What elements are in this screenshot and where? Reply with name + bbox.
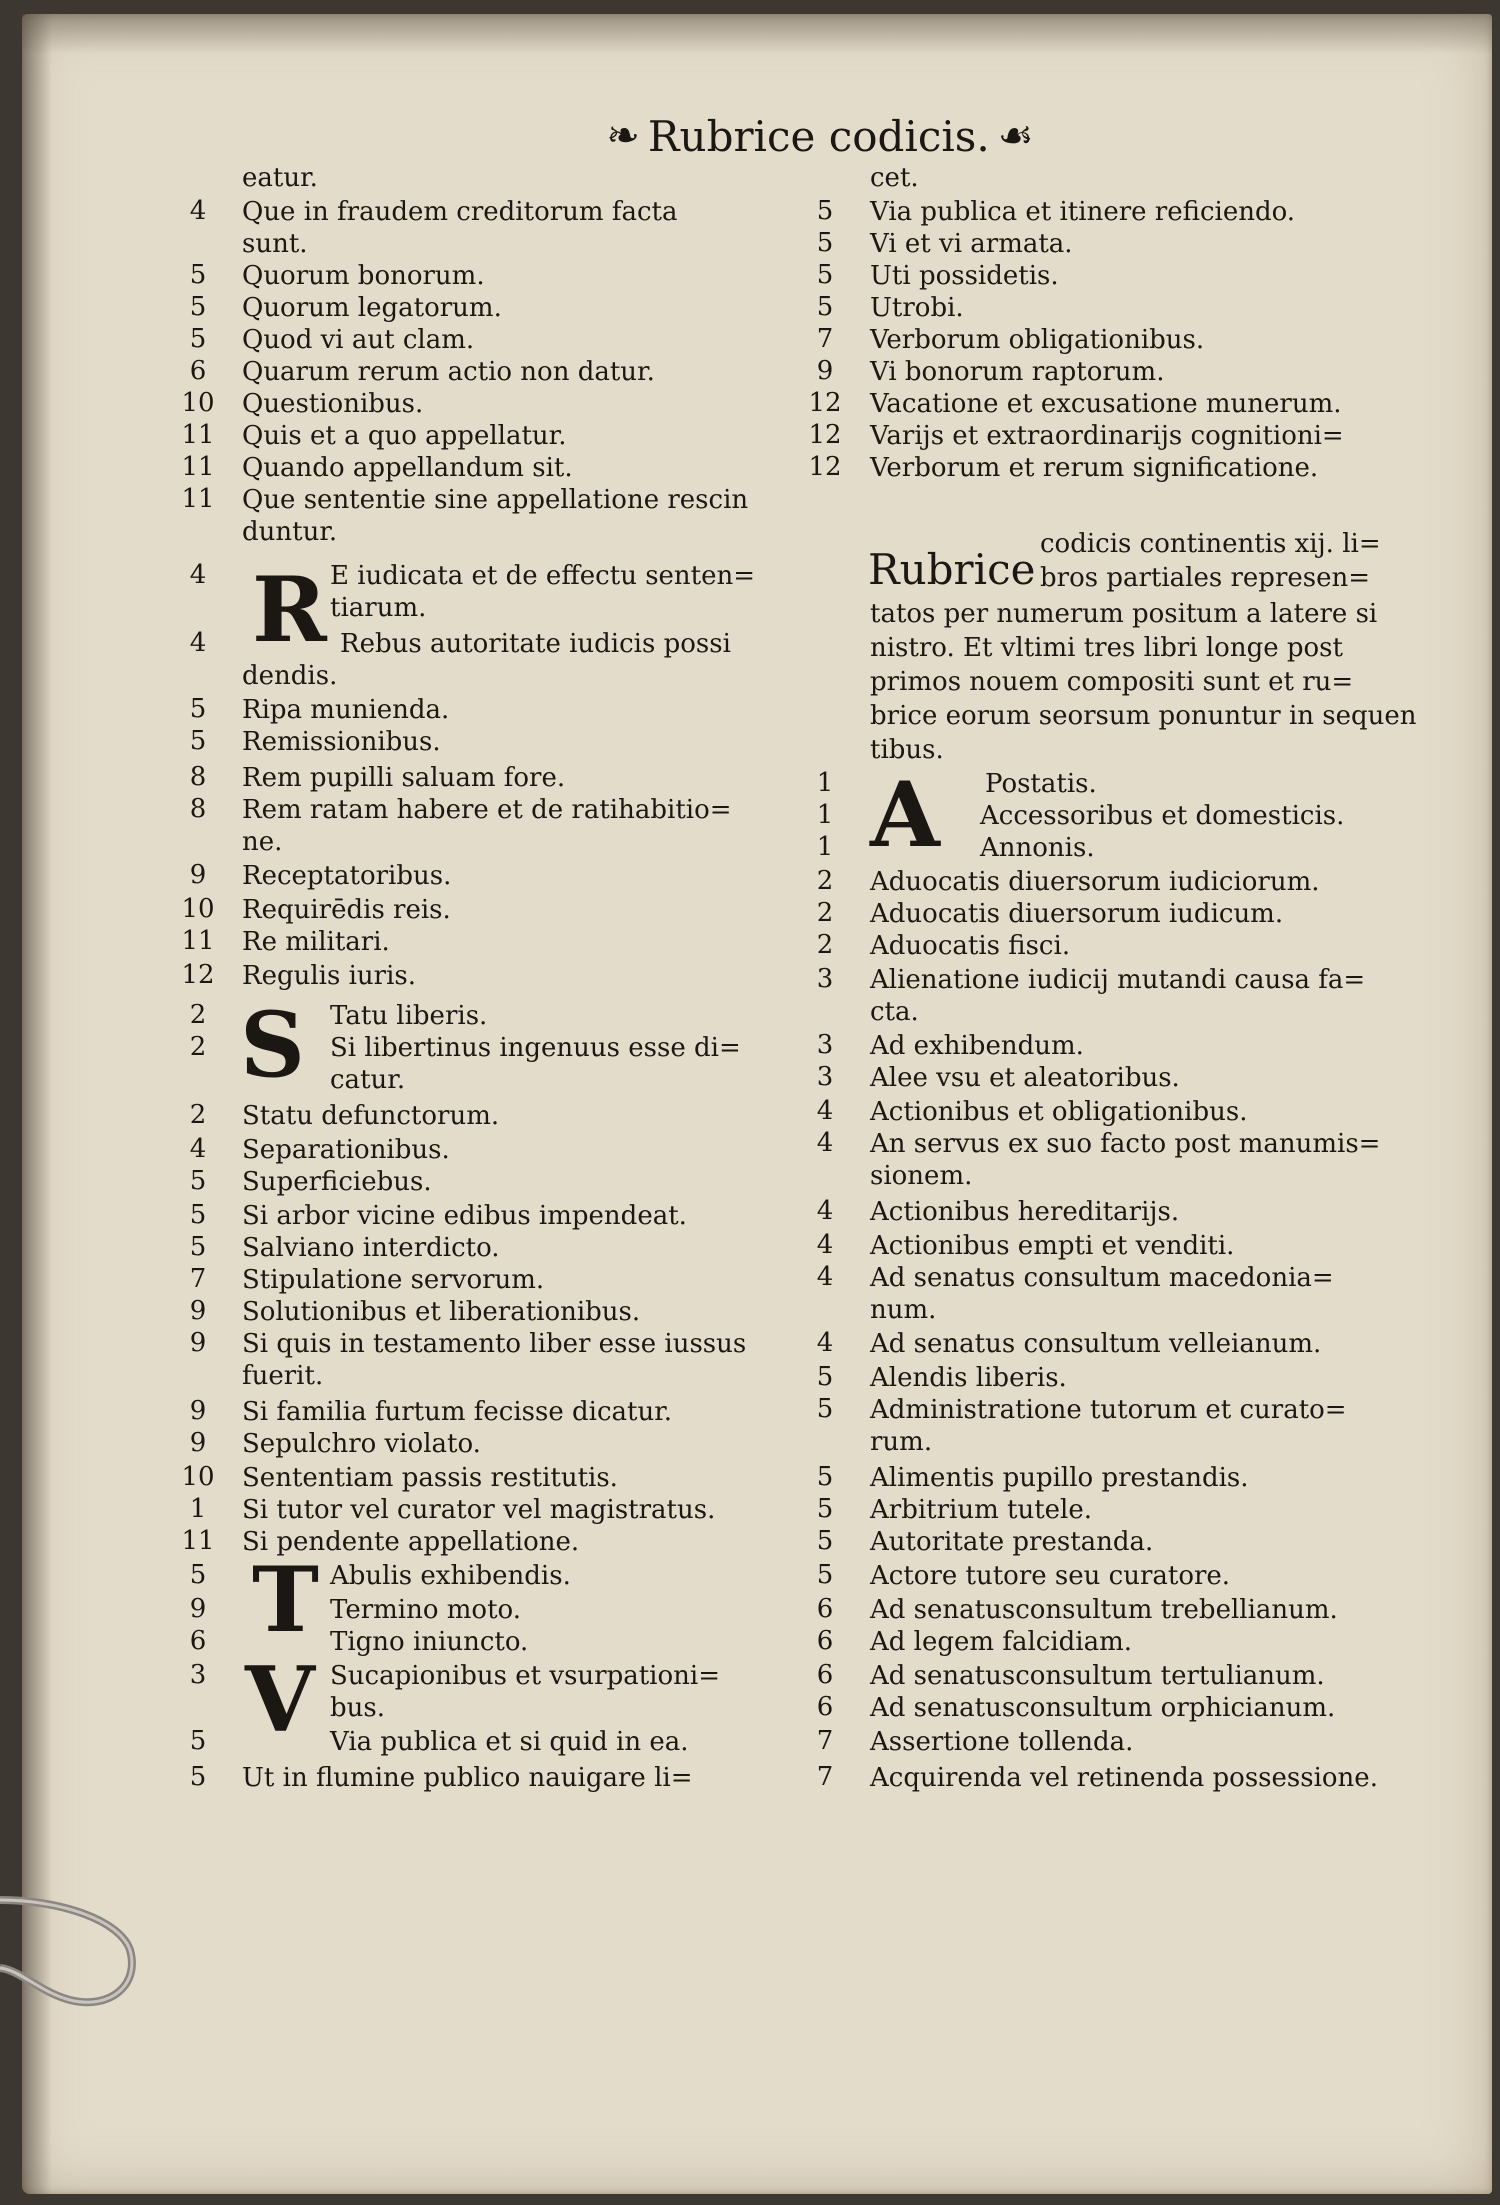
book-number: 9	[189, 1328, 207, 1358]
book-number: 2	[816, 866, 834, 896]
book-number: 5	[816, 1394, 834, 1424]
index-entry: Actionibus empti et venditi.	[870, 1231, 1235, 1261]
index-entry: Sententiam passis restitutis.	[242, 1463, 618, 1493]
index-entry: Actionibus et obligationibus.	[870, 1097, 1248, 1127]
index-entry: Alee vsu et aleatoribus.	[870, 1063, 1180, 1093]
index-entry: Questionibus.	[242, 389, 424, 419]
index-entry: Uti possidetis.	[870, 261, 1059, 291]
rubric-note: tibus.	[870, 735, 944, 765]
book-number: 3	[816, 1062, 834, 1092]
index-entry: Quarum rerum actio non datur.	[242, 357, 655, 387]
index-entry: Alienatione iudicij mutandi causa fa=	[870, 965, 1366, 995]
index-entry: Stipulatione servorum.	[242, 1265, 545, 1295]
book-number: 9	[189, 1428, 207, 1458]
book-number: 10	[181, 894, 215, 924]
book-number: 3	[816, 1030, 834, 1060]
book-number: 6	[816, 1660, 834, 1690]
book-number: 9	[189, 1396, 207, 1426]
index-entry: cet.	[870, 163, 919, 193]
book-number: 10	[181, 388, 215, 418]
index-entry: Autoritate prestanda.	[870, 1527, 1154, 1557]
book-number: 8	[189, 762, 207, 792]
index-entry: Aduocatis diuersorum iudiciorum.	[870, 867, 1320, 897]
index-entry: E iudicata et de effectu senten=	[330, 561, 756, 591]
book-number: 12	[808, 452, 842, 482]
paper-clip-icon	[0, 1860, 180, 2020]
index-entry: Quorum legatorum.	[242, 293, 502, 323]
book-number: 6	[189, 356, 207, 386]
book-number: 4	[816, 1230, 834, 1260]
book-number: 3	[816, 964, 834, 994]
index-entry: Aduocatis diuersorum iudicum.	[870, 899, 1284, 929]
rubric-note: tatos per numerum positum a latere si	[870, 599, 1378, 629]
index-entry: Tigno iniuncto.	[330, 1627, 529, 1657]
index-entry: Assertione tollenda.	[870, 1727, 1134, 1757]
rubric-note: primos nouem compositi sunt et ru=	[870, 667, 1354, 697]
running-head-text: Rubrice codicis.	[647, 111, 990, 161]
book-number: 5	[189, 1560, 207, 1590]
book-number: 5	[816, 1560, 834, 1590]
index-entry: Arbitrium tutele.	[870, 1495, 1093, 1525]
index-entry: Alimentis pupillo prestandis.	[870, 1463, 1249, 1493]
index-entry: Sucapionibus et vsurpationi=	[330, 1661, 720, 1691]
index-entry: Varijs et extraordinarijs cognitioni=	[870, 421, 1344, 451]
index-entry: Sepulchro violato.	[242, 1429, 481, 1459]
index-entry: Verborum obligationibus.	[870, 325, 1205, 355]
index-entry: Si arbor vicine edibus impendeat.	[242, 1201, 687, 1231]
book-number: 12	[181, 960, 215, 990]
book-number: 11	[181, 452, 215, 482]
index-entry: dendis.	[242, 661, 338, 691]
book-number: 2	[189, 1100, 207, 1130]
index-entry: Tatu liberis.	[330, 1001, 488, 1031]
index-entry: Rebus autoritate iudicis possi	[340, 629, 731, 659]
book-number: 7	[816, 1726, 834, 1756]
book-number: 5	[816, 196, 834, 226]
index-entry: rum.	[870, 1427, 933, 1457]
running-head	[520, 108, 1120, 164]
index-entry: ne.	[242, 827, 283, 857]
index-entry: Vacatione et excusatione munerum.	[870, 389, 1342, 419]
initial-A: A	[870, 762, 940, 868]
index-entry: Alendis liberis.	[870, 1363, 1067, 1393]
book-number: 5	[816, 1362, 834, 1392]
book-number: 7	[816, 324, 834, 354]
index-entry: Quorum bonorum.	[242, 261, 485, 291]
index-entry: Via publica et si quid in ea.	[330, 1727, 689, 1757]
rubric-note: bros partiales represen=	[1040, 563, 1371, 593]
book-number: 9	[189, 1296, 207, 1326]
index-entry: Ut in flumine publico nauigare li=	[242, 1763, 693, 1793]
index-entry: cta.	[870, 997, 919, 1027]
book-number: 5	[189, 260, 207, 290]
book-number: 5	[816, 228, 834, 258]
book-number: 2	[189, 1032, 207, 1062]
index-entry: Administratione tutorum et curato=	[870, 1395, 1347, 1425]
index-entry: Termino moto.	[330, 1595, 521, 1625]
index-entry: Rem ratam habere et de ratihabitio=	[242, 795, 732, 825]
rubric-note: brice eorum seorsum ponuntur in sequen	[870, 701, 1417, 731]
rubric-note: nistro. Et vltimi tres libri longe post	[870, 633, 1343, 663]
index-entry: Abulis exhibendis.	[330, 1561, 571, 1591]
book-number: 11	[181, 484, 215, 514]
book-number: 6	[816, 1594, 834, 1624]
book-number: 7	[816, 1762, 834, 1792]
book-number: 1	[816, 768, 834, 798]
book-number: 8	[189, 794, 207, 824]
index-entry: Si familia furtum fecisse dicatur.	[242, 1397, 673, 1427]
index-entry: Regulis iuris.	[242, 961, 417, 991]
initial-T: T	[252, 1547, 319, 1653]
book-number: 5	[189, 292, 207, 322]
book-number: 5	[189, 1166, 207, 1196]
index-entry: Que sententie sine appellatione rescin	[242, 485, 749, 515]
index-entry: Quando appellandum sit.	[242, 453, 573, 483]
book-number: 2	[189, 1000, 207, 1030]
book-number: 2	[816, 930, 834, 960]
book-number: 12	[808, 388, 842, 418]
index-entry: Actionibus hereditarijs.	[870, 1197, 1180, 1227]
index-entry: tiarum.	[330, 593, 427, 623]
index-entry: sunt.	[242, 229, 308, 259]
index-entry: Si libertinus ingenuus esse di=	[330, 1033, 741, 1063]
index-entry: Accessoribus et domesticis.	[980, 801, 1345, 831]
initial-S: S	[240, 992, 305, 1098]
index-entry: Que in fraudem creditorum facta	[242, 197, 678, 227]
index-entry: Ad exhibendum.	[870, 1031, 1084, 1061]
book-number: 5	[189, 1762, 207, 1792]
index-entry: Separationibus.	[242, 1135, 450, 1165]
rubrice-heading: Rubrice	[868, 545, 1036, 594]
book-number: 6	[189, 1626, 207, 1656]
book-number: 1	[816, 800, 834, 830]
index-entry: Annonis.	[980, 833, 1095, 863]
index-entry: Via publica et itinere reficiendo.	[870, 197, 1296, 227]
book-number: 5	[189, 324, 207, 354]
book-number: 11	[181, 420, 215, 450]
index-entry: Ad senatusconsultum trebellianum.	[870, 1595, 1338, 1625]
book-number: 5	[816, 292, 834, 322]
initial-R: R	[252, 557, 327, 663]
index-entry: Ad senatus consultum macedonia=	[870, 1263, 1334, 1293]
book-number: 1	[189, 1494, 207, 1524]
index-entry: Quod vi aut clam.	[242, 325, 475, 355]
index-entry: Rem pupilli saluam fore.	[242, 763, 566, 793]
index-entry: Quis et a quo appellatur.	[242, 421, 567, 451]
book-number: 5	[189, 1232, 207, 1262]
index-entry: An servus ex suo facto post manumis=	[870, 1129, 1381, 1159]
index-entry: Actore tutore seu curatore.	[870, 1561, 1231, 1591]
index-entry: Ad senatusconsultum orphicianum.	[870, 1693, 1336, 1723]
book-number: 11	[181, 1526, 215, 1556]
index-entry: Receptatoribus.	[242, 861, 452, 891]
book-number: 9	[189, 1594, 207, 1624]
book-number: 4	[816, 1262, 834, 1292]
index-entry: Aduocatis fisci.	[870, 931, 1071, 961]
index-entry: catur.	[330, 1065, 406, 1095]
book-number: 3	[189, 1660, 207, 1690]
index-entry: bus.	[330, 1693, 385, 1723]
index-entry: Re militari.	[242, 927, 390, 957]
index-entry: Ad legem falcidiam.	[870, 1627, 1133, 1657]
book-number: 6	[816, 1626, 834, 1656]
book-number: 9	[816, 356, 834, 386]
book-number: 5	[189, 694, 207, 724]
book-number: 4	[816, 1196, 834, 1226]
book-number: 7	[189, 1264, 207, 1294]
book-number: 9	[189, 860, 207, 890]
book-number: 4	[816, 1128, 834, 1158]
index-entry: Utrobi.	[870, 293, 964, 323]
book-number: 11	[181, 926, 215, 956]
index-entry: Si quis in testamento liber esse iussus	[242, 1329, 747, 1359]
book-number: 2	[816, 898, 834, 928]
index-entry: Ad senatusconsultum tertulianum.	[870, 1661, 1325, 1691]
index-entry: Ad senatus consultum velleianum.	[870, 1329, 1322, 1359]
index-entry: duntur.	[242, 517, 338, 547]
book-number: 5	[816, 1526, 834, 1556]
index-entry: Salviano interdicto.	[242, 1233, 500, 1263]
book-number: 4	[816, 1096, 834, 1126]
index-entry: Si tutor vel curator vel magistratus.	[242, 1495, 716, 1525]
book-number: 4	[189, 560, 207, 590]
index-entry: Vi et vi armata.	[870, 229, 1073, 259]
index-entry: Si pendente appellatione.	[242, 1527, 580, 1557]
index-entry: Acquirenda vel retinenda possessione.	[870, 1763, 1378, 1793]
book-number: 10	[181, 1462, 215, 1492]
index-entry: Remissionibus.	[242, 727, 441, 757]
book-number: 5	[816, 1462, 834, 1492]
book-number: 12	[808, 420, 842, 450]
index-entry: fuerit.	[242, 1361, 324, 1391]
book-number: 5	[816, 260, 834, 290]
index-entry: Vi bonorum raptorum.	[870, 357, 1165, 387]
index-entry: eatur.	[242, 163, 318, 193]
index-entry: Statu defunctorum.	[242, 1101, 500, 1131]
index-entry: Superficiebus.	[242, 1167, 432, 1197]
index-entry: sionem.	[870, 1161, 973, 1191]
right-ornament-icon: ☙	[997, 113, 1034, 159]
book-number: 5	[189, 726, 207, 756]
top-edge-shadow	[22, 14, 1492, 54]
initial-V: V	[245, 1647, 315, 1753]
rubric-note: codicis continentis xij. li=	[1040, 529, 1381, 559]
index-entry: Verborum et rerum significatione.	[870, 453, 1319, 483]
left-ornament-icon: ❧	[606, 113, 640, 159]
book-number: 4	[816, 1328, 834, 1358]
book-number: 4	[189, 196, 207, 226]
index-entry: Requirēdis reis.	[242, 895, 451, 925]
book-number: 4	[189, 1134, 207, 1164]
index-entry: Solutionibus et liberationibus.	[242, 1297, 641, 1327]
index-entry: Ripa munienda.	[242, 695, 450, 725]
index-entry: num.	[870, 1295, 937, 1325]
index-entry: Postatis.	[985, 769, 1097, 799]
book-number: 5	[816, 1494, 834, 1524]
book-number: 5	[189, 1726, 207, 1756]
book-number: 5	[189, 1200, 207, 1230]
book-number: 4	[189, 628, 207, 658]
book-number: 6	[816, 1692, 834, 1722]
book-number: 1	[816, 832, 834, 862]
